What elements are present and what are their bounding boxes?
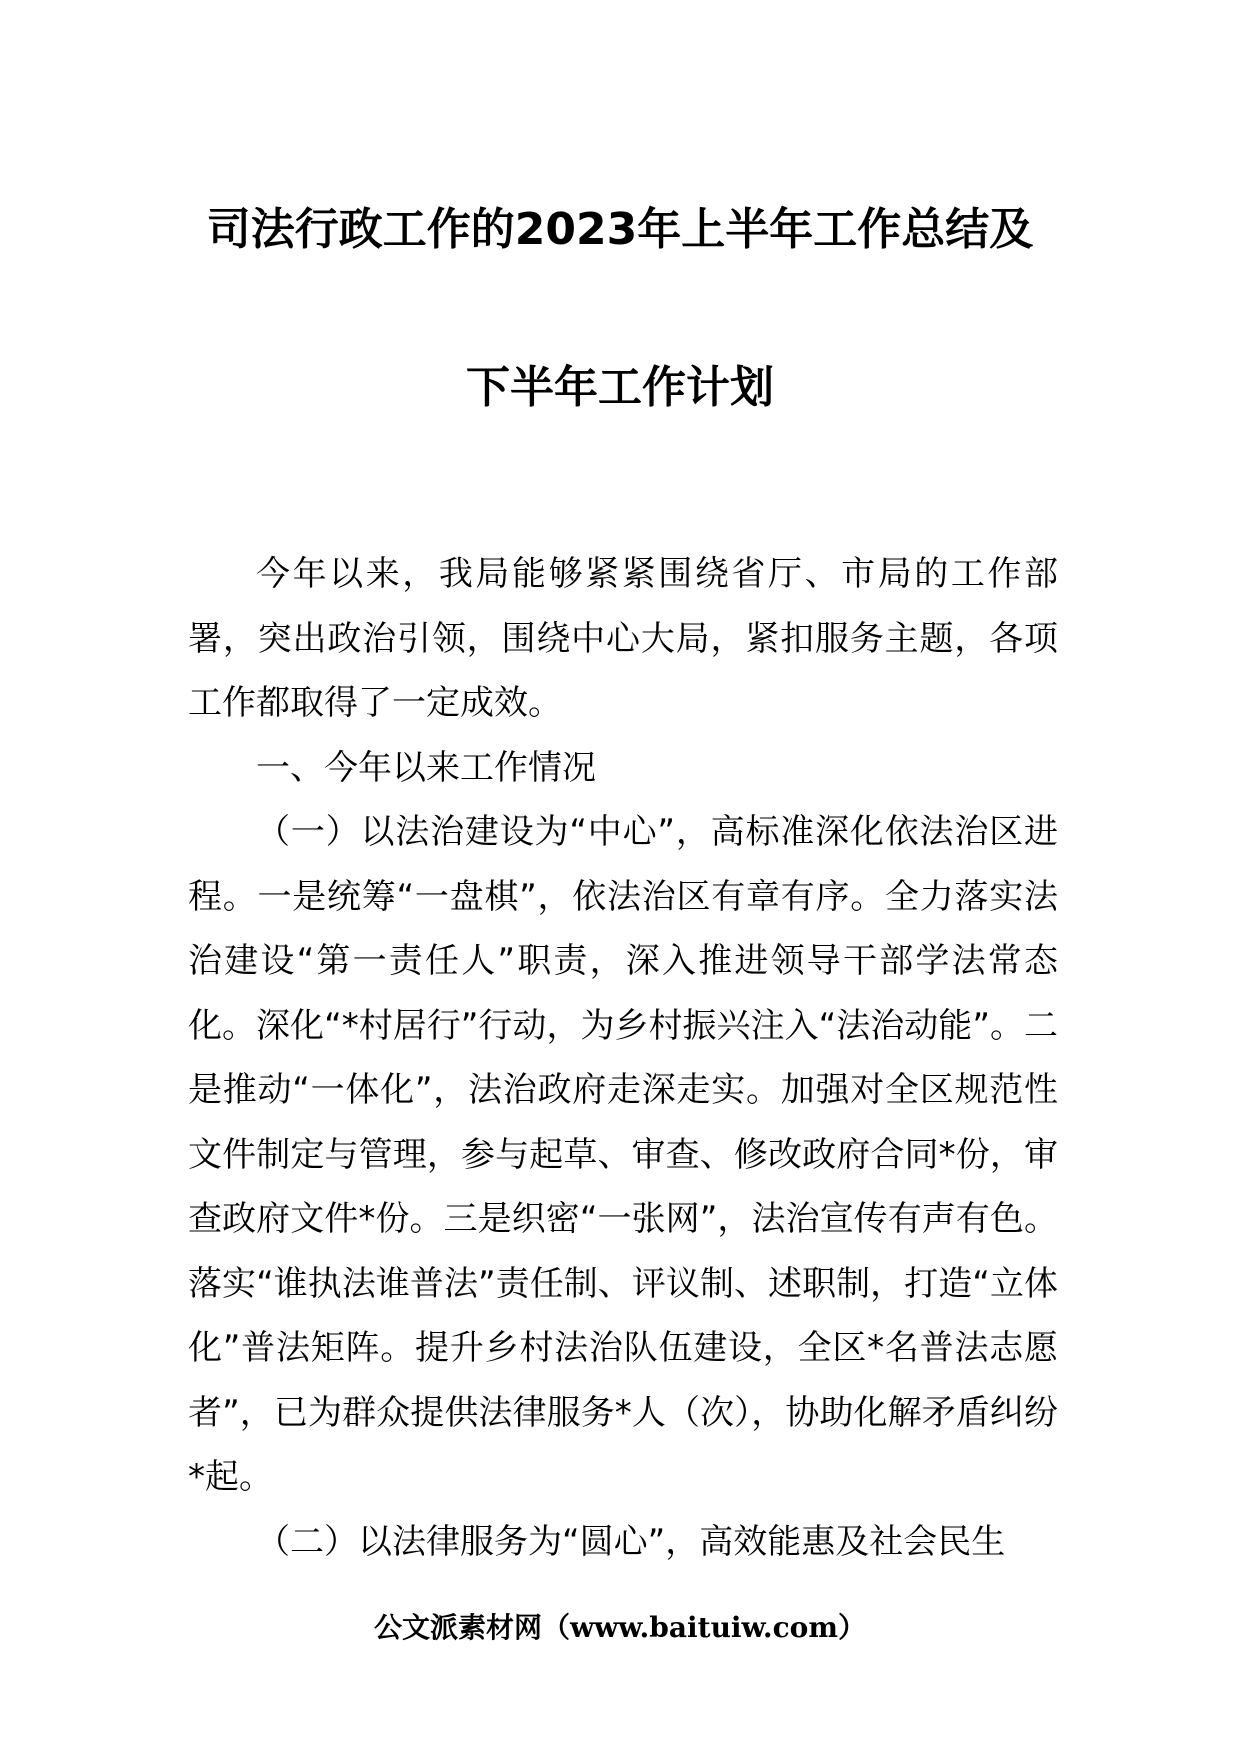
intro-paragraph: 今年以来，我局能够紧紧围绕省厅、市局的工作部署，突出政治引领，围绕中心大局，紧扣服务主题，各项工作都取得了一定成效。 <box>188 554 1058 723</box>
page-footer: 公文派素材网（www.baituiw.com） <box>374 1611 866 1644</box>
document-title-line1: 司法行政工作的2023年上半年工作总结及 <box>206 204 1034 255</box>
section-heading: 一、今年以来工作情况 <box>256 747 596 788</box>
subsection-2-paragraph: （二）以法律服务为“圆心”，高效能惠及社会民生 <box>256 1521 1006 1562</box>
document-body <box>188 542 1058 1574</box>
document-title-line2: 下半年工作计划 <box>466 362 774 413</box>
subsection-1-paragraph: （一）以法治建设为“中心”，高标准深化依法治区进程。一是统筹“一盘棋”，依法治区有章有序。全力落实法治建设“第一责任人”职责，深入推进领导干部学法常态化。深化“*村居行”行动，为乡村振兴注入“法治动能”。二是推动“一体化”，法治政府走深走实。加强对全区规范性文件制定与管理，参与起草、审查、修改政府合同*份，审查政府文件*份。三是织密“一张网”，法治宣传有声有色。落实“谁执法谁普法”责任制、评议制、述职制，打造“立体化”普法矩阵。提升乡村法治队伍建设，全区*名普法志愿者”，已为群众提供法律服务*人（次），协助化解矛盾纠纷*起。 <box>188 812 1058 1497</box>
